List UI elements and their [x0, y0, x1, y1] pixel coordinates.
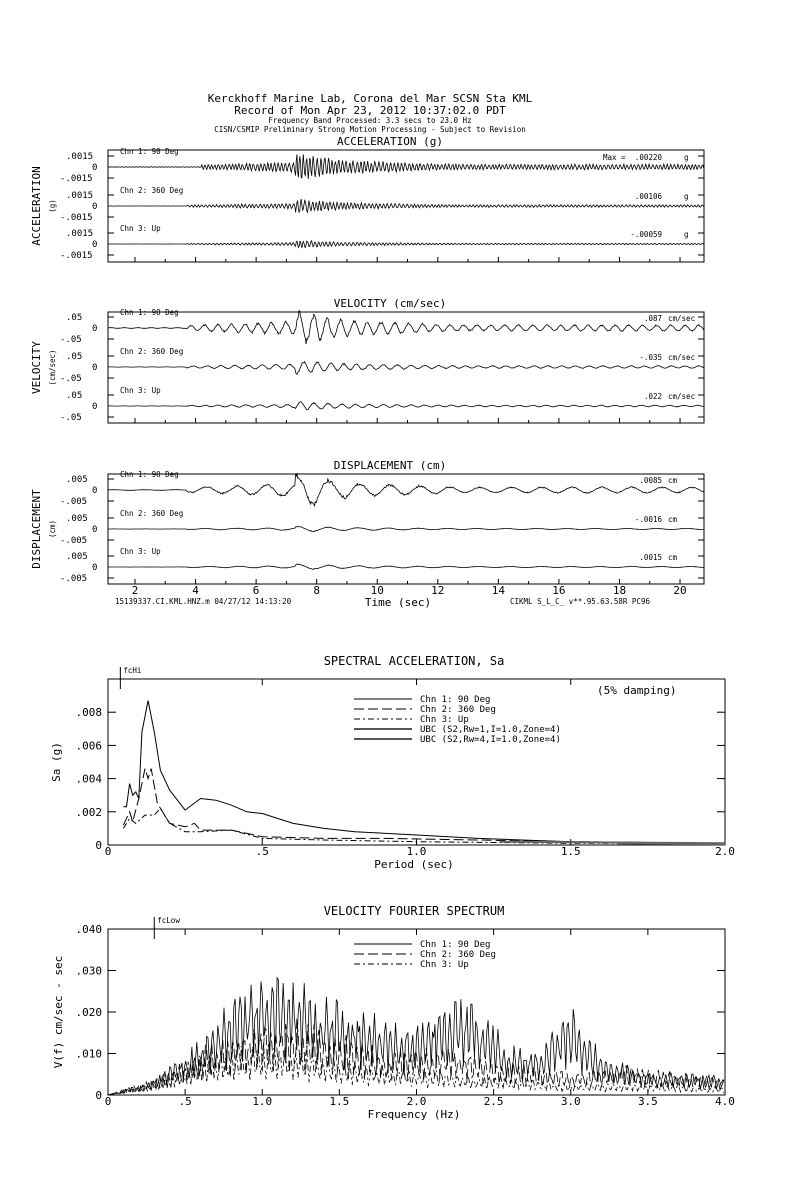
x-tick-label: 1.0 — [252, 1095, 273, 1108]
legend-label: Chn 1: 90 Deg — [420, 695, 491, 705]
legend-label: Chn 2: 360 Deg — [420, 705, 496, 715]
x-tick-label: 12 — [431, 584, 445, 597]
waveform-trace — [108, 527, 704, 532]
x-tick-label: 20 — [673, 584, 687, 597]
panel-ylabel: VELOCITY — [30, 341, 43, 394]
chart-title: VELOCITY FOURIER SPECTRUM — [323, 904, 505, 918]
x-tick-label: 1.5 — [329, 1095, 350, 1108]
legend-label: Chn 2: 360 Deg — [420, 950, 496, 960]
x-tick-label: 0 — [104, 1095, 112, 1108]
y-axis-label: V(f) cm/sec - sec — [52, 955, 65, 1069]
x-tick-label: 18 — [612, 584, 627, 597]
max-value: .00106 — [634, 192, 662, 201]
y-tick-label: 0 — [95, 839, 102, 852]
y-tick-label: -.0015 — [60, 174, 93, 184]
series-line — [617, 843, 725, 844]
channel-label: Chn 2: 360 Deg — [120, 347, 184, 356]
footer-left: 15139337.CI.KML.HNZ.m 04/27/12 14:13:20 — [115, 597, 292, 606]
waveform-trace — [108, 199, 704, 212]
y-tick-label: .008 — [75, 706, 102, 720]
x-tick-label: 4.0 — [715, 1095, 735, 1108]
x-tick-label: 2.0 — [715, 845, 735, 858]
max-unit: g — [684, 230, 689, 239]
legend-label: Chn 3: Up — [420, 715, 469, 725]
series-line — [108, 978, 724, 1095]
x-tick-label: 8 — [313, 584, 320, 597]
channel-label: Chn 3: Up — [120, 547, 161, 556]
y-tick-label: .040 — [75, 923, 102, 936]
header-record: Record of Mon Apr 23, 2012 10:37:02.0 PDT — [234, 104, 506, 117]
y-tick-label: .0015 — [66, 229, 94, 239]
x-axis-label: Period (sec) — [374, 858, 454, 871]
panel-title: ACCELERATION (g) — [337, 135, 443, 148]
y-tick-label: -.05 — [60, 374, 82, 384]
series-line — [123, 809, 725, 844]
panel-yunit: (cm/sec) — [48, 349, 57, 386]
x-tick-label: 3.0 — [560, 1095, 581, 1108]
y-tick-label: 0 — [92, 525, 98, 535]
legend-label: UBC (S2,Rw=4,I=1.0,Zone=4) — [420, 735, 561, 745]
y-tick-label: .0015 — [66, 152, 94, 162]
waveform-trace — [108, 564, 704, 569]
panel-title: VELOCITY (cm/sec) — [333, 297, 447, 310]
x-tick-label: 14 — [491, 584, 505, 597]
x-tick-label: 1.0 — [406, 845, 427, 858]
waveform-trace — [108, 362, 704, 375]
max-value: .0015 — [639, 553, 662, 562]
y-tick-label: .05 — [66, 391, 83, 401]
y-tick-label: 0 — [92, 486, 98, 496]
x-axis-label: Frequency (Hz) — [367, 1108, 461, 1121]
y-tick-label: .020 — [75, 1006, 102, 1019]
panel-yunit: (cm) — [48, 519, 57, 539]
y-tick-label: .006 — [75, 739, 102, 753]
x-tick-label: 3.5 — [637, 1095, 658, 1108]
y-tick-label: .002 — [75, 805, 102, 819]
max-unit: cm/sec — [668, 353, 696, 362]
panel-ylabel: ACCELERATION — [30, 166, 43, 246]
channel-label: Chn 3: Up — [120, 386, 161, 395]
x-tick-label: .5 — [178, 1095, 192, 1108]
y-tick-label: 0 — [92, 324, 98, 334]
channel-label: Chn 3: Up — [120, 224, 161, 233]
x-tick-label: 4 — [192, 584, 199, 597]
max-value: -.00059 — [630, 230, 662, 239]
x-tick-label: 0 — [104, 845, 112, 858]
waveform-trace — [108, 473, 704, 506]
y-tick-label: 0 — [95, 1089, 102, 1102]
waveform-trace — [108, 241, 704, 248]
legend-label: Chn 3: Up — [420, 960, 469, 970]
y-tick-label: .010 — [75, 1047, 102, 1061]
y-tick-label: 0 — [92, 163, 98, 173]
y-tick-label: -.005 — [60, 574, 88, 584]
y-tick-label: 0 — [92, 202, 98, 212]
y-tick-label: -.0015 — [60, 213, 93, 223]
y-tick-label: -.05 — [60, 413, 82, 423]
footer-right: CIKML S_L_C_ v**.95.63.58R PC96 — [510, 597, 650, 606]
x-tick-label: 1.5 — [560, 845, 581, 858]
max-value: -.035 — [639, 353, 662, 362]
y-tick-label: .005 — [66, 552, 88, 562]
channel-label: Chn 1: 90 Deg — [120, 147, 179, 156]
max-unit: cm/sec — [668, 314, 696, 323]
chart-frame — [108, 679, 725, 845]
max-value: .022 — [643, 392, 662, 401]
marker-label: fcLow — [157, 916, 180, 925]
legend-label: UBC (S2,Rw=1,I=1.0,Zone=4) — [420, 725, 561, 735]
x-tick-label: .5 — [255, 845, 269, 858]
y-axis-label: Sa (g) — [50, 742, 63, 782]
y-tick-label: .005 — [66, 514, 88, 524]
x-tick-label: 2 — [131, 584, 139, 597]
y-tick-label: -.0015 — [60, 251, 93, 261]
x-tick-label: 10 — [370, 584, 384, 597]
header-station: Kerckhoff Marine Lab, Corona del Mar SCSN Sta KML — [207, 92, 533, 105]
legend-label: Chn 1: 90 Deg — [420, 940, 491, 950]
panel-ylabel: DISPLACEMENT — [30, 489, 43, 569]
x-tick-label: 16 — [552, 584, 566, 597]
waveform-trace — [108, 311, 704, 345]
max-value: -.0016 — [634, 515, 662, 524]
y-tick-label: 0 — [92, 563, 98, 573]
max-unit: g — [684, 153, 689, 162]
chart-title: SPECTRAL ACCELERATION, Sa — [323, 654, 505, 668]
y-tick-label: -.005 — [60, 536, 88, 546]
y-tick-label: .004 — [75, 772, 102, 786]
x-tick-label: 6 — [252, 584, 260, 597]
channel-label: Chn 1: 90 Deg — [120, 470, 179, 479]
y-tick-label: .05 — [66, 313, 83, 323]
max-unit: cm — [668, 515, 678, 524]
x-tick-label: 2.0 — [406, 1095, 427, 1108]
series-line — [123, 769, 725, 844]
marker-label: fcHi — [123, 666, 142, 675]
channel-label: Chn 2: 360 Deg — [120, 186, 184, 195]
y-tick-label: .0015 — [66, 191, 94, 201]
y-tick-label: 0 — [92, 402, 98, 412]
y-tick-label: 0 — [92, 240, 98, 250]
x-axis-label: Time (sec) — [364, 596, 432, 609]
header-processing: CISN/CSMIP Preliminary Strong Motion Processing - Subject to Revision — [214, 125, 526, 134]
y-tick-label: 0 — [92, 363, 98, 373]
channel-label: Chn 1: 90 Deg — [120, 308, 179, 317]
max-unit: cm — [668, 553, 678, 562]
y-tick-label: -.05 — [60, 335, 82, 345]
y-tick-label: .05 — [66, 352, 83, 362]
y-tick-label: .005 — [66, 475, 88, 485]
max-unit: cm — [668, 476, 678, 485]
panel-title: DISPLACEMENT (cm) — [333, 459, 447, 472]
waveform-trace — [108, 402, 704, 410]
panel-yunit: (g) — [48, 199, 57, 213]
max-label: Max = — [603, 153, 626, 162]
header-band: Frequency Band Processed: 3.3 secs to 23.0 Hz — [268, 116, 472, 125]
channel-label: Chn 2: 360 Deg — [120, 509, 184, 518]
max-value: .087 — [643, 314, 662, 323]
y-tick-label: .030 — [75, 964, 102, 978]
max-unit: cm/sec — [668, 392, 696, 401]
max-unit: g — [684, 192, 689, 201]
max-value: .00220 — [634, 153, 662, 162]
max-value: .0085 — [639, 476, 662, 485]
x-tick-label: 2.5 — [483, 1095, 504, 1108]
damping-note: (5% damping) — [597, 684, 677, 697]
y-tick-label: -.005 — [60, 497, 88, 507]
